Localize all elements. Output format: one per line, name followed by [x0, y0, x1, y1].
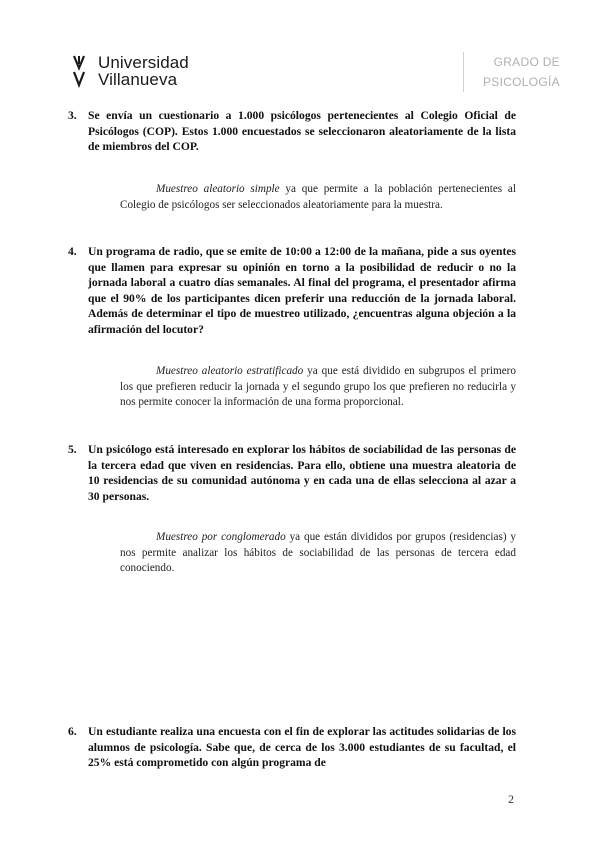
question-4	[68, 244, 516, 338]
university-name-line1: Universidad	[98, 53, 189, 72]
program-label	[463, 52, 560, 92]
university-name-line2: Villanueva	[98, 70, 178, 89]
question-number: 5.	[68, 443, 77, 456]
answer-text: ya que están divididos por grupos (residencias) y nos permite analizar los hábitos de sociabilidad de las personas de tercera edad conociendo.	[120, 531, 516, 575]
answer-3	[120, 182, 516, 213]
question-number: 3.	[68, 109, 77, 122]
question-number: 6.	[68, 725, 77, 738]
university-logo-icon	[72, 54, 92, 88]
question-text: Un psicólogo está interesado en explorar los hábitos de sociabilidad de las personas de la tercera edad que viven en residencias. Para ello, obtiene una muestra aleatoria de 10 residencias de su comunidad autónoma y en cada una de ellas selecciona al azar a 30 personas.	[88, 443, 516, 503]
university-logo	[72, 54, 189, 88]
answer-term: Muestreo aleatorio estratificado	[156, 365, 304, 377]
question-6	[68, 724, 516, 771]
question-3	[68, 108, 516, 155]
question-5	[68, 442, 516, 504]
question-text: Se envía un cuestionario a 1.000 psicólogos pertenecientes al Colegio Oficial de Psicólogos (COP). Estos 1.000 encuestados se seleccionaron aleatoriamente de la lista de miembros del COP.	[88, 109, 516, 154]
answer-term: Muestreo por conglomerado	[156, 531, 286, 543]
program-label-line2: PSICOLOGÍA	[482, 75, 560, 89]
answer-4	[120, 364, 516, 411]
question-text: Un programa de radio, que se emite de 10:00 a 12:00 de la mañana, pide a sus oyentes que llamen para expresar su opinión en torno a la posibilidad de reducir o no la jornada laboral a cuatro días semanales. Al final del programa, el presentador afirma que el 90% de los participantes dicen preferir una reducción de la jornada laboral. Además de determinar el tipo de muestreo utilizado, ¿encuentras alguna objeción a la afirmación del locutor?	[88, 245, 516, 336]
answer-term: Muestreo aleatorio simple	[156, 183, 280, 195]
answer-text: ya que permite a la población pertenecientes al Colegio de psicólogos ser seleccionados aleatoriamente para la muestra.	[120, 183, 516, 211]
answer-5	[120, 530, 516, 577]
page-number: 2	[508, 792, 514, 806]
question-number: 4.	[68, 245, 77, 258]
answer-text: ya que está dividido en subgrupos el primero los que prefieren reducir la jornada y el segundo grupo los que prefieren no reducirla y nos permite conocer la información de una forma proporcional.	[120, 365, 516, 409]
program-label-line1: GRADO DE	[493, 55, 560, 69]
page-header	[72, 52, 572, 92]
question-text: Un estudiante realiza una encuesta con el fin de explorar las actitudes solidarias de los alumnos de psicología. Sabe que, de cerca de los 3.000 estudiantes de su facultad, el 25% está comprometido con algún programa de	[88, 725, 516, 770]
